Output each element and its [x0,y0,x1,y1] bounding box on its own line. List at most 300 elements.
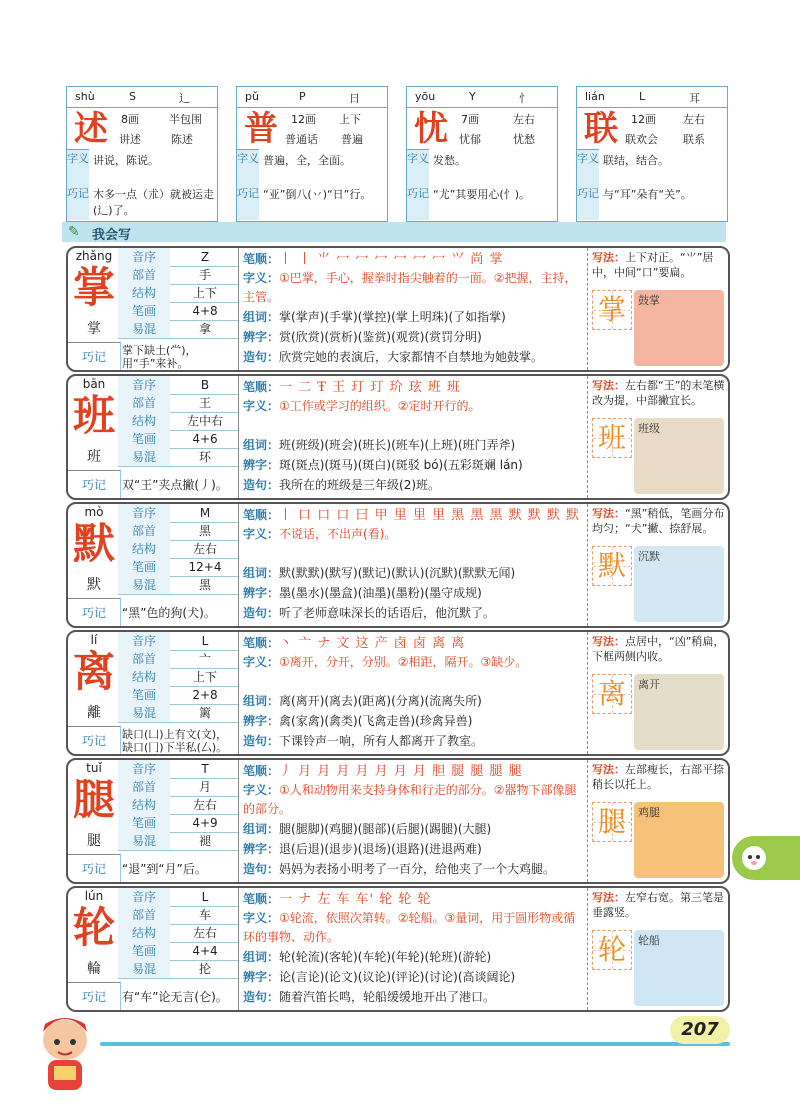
card-cells [625,107,727,149]
attr-grid [118,760,238,856]
attr-label: 部首 [118,394,170,412]
char-traditional: 掌 [87,321,101,337]
card-tip-label: 巧记 [577,185,599,220]
card-radical: 日 [349,92,360,105]
line-label: 辨字： [243,714,280,728]
attr-row-order [118,888,238,907]
stroke-order-line [243,250,585,269]
line-label: 造句： [243,990,280,1004]
words-text: 掌(掌声)(手掌)(掌控)(掌上明珠)(了如指掌) [279,310,506,324]
attr-grid [118,632,238,728]
char-entry [66,246,730,372]
char-traditional: 默 [87,577,101,593]
distinguish-line [243,840,585,859]
attr-value: L [201,634,209,648]
line-label: 造句： [243,478,280,492]
attr-label: 笔画 [118,686,170,704]
char-main: 离 [72,647,115,696]
card-meaning: 联结，结合。 [603,154,669,167]
card-char: 普 [244,109,278,149]
tianzige-box [592,674,632,714]
section-title: 我会写 [92,228,132,243]
card-pinyin: lián [585,90,605,103]
stroke-order-line [243,890,585,909]
sentence-line [243,348,585,367]
attr-label: 易混 [118,704,170,722]
attr-row-order [118,248,238,267]
distinguish-text: 墨(墨水)(墨盒)(油墨)(墨粉)(墨守成规) [279,586,482,600]
attr-value: 篱 [198,706,211,720]
char-pinyin: mò [84,505,104,519]
char-main: 轮 [72,903,115,952]
char-main: 默 [72,519,115,568]
char-traditional: 腿 [87,833,101,849]
card-tip: “尤”其要用心(忄)。 [433,188,530,201]
attr-label: 笔画 [118,302,170,320]
attr-grid [118,376,238,472]
words-text: 轮(轮流)(客轮)(车轮)(年轮)(轮班)(游轮) [279,950,492,964]
words-line [243,820,585,839]
tip-label: 巧记 [68,726,121,755]
stroke-order: 一 ナ 左 车 车' 轮 轮 轮 [279,892,432,907]
attr-label: 笔画 [118,814,170,832]
attr-label: 结构 [118,924,170,942]
meaning-text: ①轮流，依照次第转。②轮船。③量词，用于圆形物或循环的事物、动作。 [243,911,576,944]
line-label: 笔顺： [243,380,280,394]
meaning-text: ①工作或学习的组织。②定时开行的。 [279,399,481,413]
stroke-order-line [243,378,585,397]
attr-label: 音序 [118,248,170,266]
card-meaning-label: 字义 [67,149,89,186]
writing-method [592,890,726,920]
attr-label: 结构 [118,284,170,302]
distinguish-text: 论(言论)(论文)(议论)(评论)(讨论)(高谈阔论) [279,970,516,984]
attr-label: 笔画 [118,942,170,960]
top-cards [66,86,726,220]
distinguish-text: 斑(斑点)(斑马)(斑白)(斑驳 bó)(五彩斑斓 lán) [279,458,523,472]
char-traditional: 離 [87,705,101,721]
char-entry [66,502,730,628]
card-radical: 辶 [179,92,190,105]
card-meaning: 发愁。 [433,154,466,167]
char-info-column [68,504,239,626]
writing-method [592,506,726,536]
card-pinyin: yōu [415,90,436,103]
line-label: 字义： [243,783,280,797]
attr-value: L [201,890,209,904]
attr-label: 易混 [118,320,170,338]
line-label: 辨字： [243,458,280,472]
distinguish-line [243,456,585,475]
tip-label: 巧记 [68,854,121,883]
line-label: 写法： [592,635,625,648]
attr-value: 左右 [192,798,217,812]
line-label: 笔顺： [243,764,280,778]
attr-value: 褪 [198,834,211,848]
writing-column [588,248,728,370]
line-label: 笔顺： [243,508,280,522]
attr-row-order [118,760,238,779]
card-structure: 半包围 [169,113,202,126]
card-word1: 联欢会 [625,133,658,146]
line-label: 笔顺： [243,636,280,650]
char-info-column [68,888,239,1010]
attr-value: 左右 [192,542,217,556]
words-text: 班(班级)(班会)(班长)(班车)(上班)(班门弄斧) [279,438,516,452]
tianzige-char: 默 [597,549,626,582]
char-detail-column [239,504,588,626]
card-word1: 忧郁 [459,133,481,146]
attr-value: 黑 [198,524,211,538]
line-label: 辨字： [243,970,280,984]
attr-value: 车 [198,908,211,922]
meaning-line [243,909,585,947]
line-label: 写法： [592,763,625,776]
line-label: 组词： [243,438,280,452]
line-label: 笔顺： [243,892,280,906]
distinguish-line [243,968,585,987]
card-meaning-label: 字义 [407,149,429,186]
line-label: 辨字： [243,842,280,856]
attr-row-strokes [118,686,238,705]
card-meaning-label: 字义 [577,149,599,186]
line-label: 写法： [592,891,625,904]
meaning-text: ①巴掌，手心，握拳时指尖触着的一面。②把握，主持，主管。 [243,271,577,304]
card-pinyin: shù [75,90,95,103]
writing-method [592,378,726,408]
attr-label: 易混 [118,832,170,850]
words-text: 离(离开)(离去)(距离)(分离)(流离失所) [279,694,482,708]
attr-row-order [118,504,238,523]
stroke-order: 丶 亠 ナ 文 这 产 卤 卤 离 离 [279,636,466,651]
char-pinyin: tuǐ [86,761,102,775]
writing-column [588,376,728,498]
attr-row-radical [118,266,238,285]
words-line [243,436,585,455]
line-label: 写法： [592,379,625,392]
writing-method [592,250,726,280]
line-label: 字义： [243,911,280,925]
attr-label: 易混 [118,448,170,466]
sentence-line [243,476,585,495]
attr-row-strokes [118,302,238,321]
stroke-order-line [243,506,585,525]
distinguish-text: 赏(欣赏)(赏析)(鉴赏)(观赏)(赏罚分明) [279,330,482,344]
distinguish-line [243,328,585,347]
line-label: 字义： [243,527,280,541]
char-main: 掌 [72,263,115,312]
side-tab [732,836,800,880]
stroke-order-line [243,634,585,653]
card-letter: Y [469,90,476,103]
attr-row-radical [118,394,238,413]
attr-row-structure [118,284,238,303]
card-word1: 普通话 [285,133,318,146]
card-cells [115,107,217,149]
char-pinyin: bān [82,377,106,391]
card-tip-label: 巧记 [237,185,259,220]
attr-label: 部首 [118,522,170,540]
tip-label: 巧记 [68,470,121,499]
line-label: 写法： [592,507,625,520]
card-strokes: 12画 [291,113,316,126]
method-text: 上下对正。“⺌”居中，中间“口”要扁。 [592,251,714,279]
attr-value: 月 [198,780,211,794]
card-word2: 陈述 [171,133,193,146]
attr-value: 环 [198,450,211,464]
stroke-order-line [243,762,585,781]
tip-text: 掌下缺土(龸)，用“手”来补。 [122,344,197,370]
tip-label: 巧记 [68,982,121,1011]
line-label: 造句： [243,350,280,364]
char-detail-column [239,632,588,754]
attr-row-confuse [118,320,238,339]
tianzige-char: 轮 [597,933,626,966]
attr-label: 音序 [118,760,170,778]
attr-row-radical [118,650,238,669]
attr-grid [118,888,238,984]
card-strokes: 12画 [631,113,656,126]
attr-row-strokes [118,430,238,449]
attr-row-strokes [118,814,238,833]
attr-row-strokes [118,558,238,577]
sentence-line [243,604,585,623]
card-strokes: 8画 [121,113,139,126]
words-text: 默(默默)(默写)(默记)(默认)(沉默)(默默无闻) [279,566,516,580]
char-info-column [68,376,239,498]
tip-label: 巧记 [68,342,121,371]
card-structure: 上下 [339,113,361,126]
attr-row-structure [118,668,238,687]
distinguish-text: 禽(家禽)(禽类)(飞禽走兽)(珍禽异兽) [279,714,473,728]
card-cells [455,107,557,149]
attr-label: 部首 [118,906,170,924]
meaning-line [243,781,585,819]
illustration-label: 离开 [638,678,660,691]
card-letter: P [299,90,306,103]
line-label: 造句： [243,734,280,748]
section-header [62,222,726,242]
char-entry [66,374,730,500]
tianzige-box [592,290,632,330]
card-char: 述 [74,109,108,149]
meaning-line [243,397,585,435]
tip-label: 巧记 [68,598,121,627]
line-label: 辨字： [243,586,280,600]
attr-value: 拿 [198,322,211,336]
attr-value: T [201,762,209,776]
char-pinyin: zhǎng [75,249,113,263]
attr-label: 笔画 [118,430,170,448]
char-card-lian [576,86,728,222]
method-text: 左窄右宽。第三笔是垂露竖。 [592,891,724,919]
pencil-icon: ✎ [68,224,80,240]
line-label: 组词： [243,566,280,580]
words-line [243,308,585,327]
attr-label: 易混 [118,576,170,594]
line-label: 辨字： [243,330,280,344]
attr-value: 左右 [192,926,217,940]
writing-column [588,888,728,1010]
meaning-line [243,653,585,691]
attr-row-confuse [118,576,238,595]
line-label: 字义： [243,271,280,285]
sentence-text: 下课铃声一响，所有人都离开了教室。 [279,734,484,748]
attr-value: 2+8 [192,688,218,702]
meaning-line [243,525,585,563]
char-entry [66,886,730,1012]
char-card-pu [236,86,388,222]
card-tip-label: 巧记 [67,185,89,220]
stroke-order: 丿 月 月 月 月 月 月 月 胆 腿 腿 腿 腿 [279,764,523,779]
attr-value: 抡 [198,962,211,976]
distinguish-line [243,712,585,731]
stroke-order: 丨 口 口 口 曰 甲 里 里 里 黑 黑 黑 默 默 默 默 [279,508,581,523]
method-text: “黑”稍低，笔画分布均匀；“犬”撇、捺舒展。 [592,507,725,535]
char-detail-column [239,760,588,882]
attr-label: 部首 [118,266,170,284]
card-tip: 木多一点（朮）就被运走(辶)了。 [93,188,214,217]
char-traditional: 輪 [87,961,101,977]
attr-value: M [199,506,211,520]
line-label: 造句： [243,862,280,876]
tip-text: 缺口(凵)上有文(文)，缺口(冂)下半私(厶)。 [122,728,228,754]
line-label: 字义： [243,655,280,669]
sentence-text: 欣赏完她的表演后，大家都情不自禁地为她鼓掌。 [279,350,544,364]
attr-value: 王 [198,396,211,410]
card-header [577,87,727,108]
attr-value: B [200,378,210,392]
card-meaning: 讲说，陈说。 [93,154,159,167]
char-card-you [406,86,558,222]
method-text: 左部瘦长，右部平捺稍长以托上。 [592,763,724,791]
attr-row-structure [118,412,238,431]
char-info-column [68,632,239,754]
attr-label: 音序 [118,632,170,650]
attr-label: 结构 [118,540,170,558]
char-pinyin: lí [90,633,98,647]
card-letter: S [129,90,136,103]
attr-label: 音序 [118,504,170,522]
card-radical: 耳 [689,92,700,105]
writing-method [592,634,726,664]
line-label: 造句： [243,606,280,620]
words-line [243,564,585,583]
attr-grid [118,504,238,600]
line-label: 组词： [243,310,280,324]
meaning-text: ①离开，分开，分别。②相距，隔开。③缺少。 [279,655,528,669]
tip-text: 双“王”夹点撇(丿)。 [122,478,228,492]
tianzige-char: 班 [597,421,626,454]
card-structure: 左右 [513,113,535,126]
attr-value: 4+6 [192,432,218,446]
tianzige-char: 掌 [597,293,626,326]
attr-value: 手 [198,268,211,282]
char-detail-column [239,248,588,370]
char-detail-column [239,888,588,1010]
mascot-icon [30,1010,100,1100]
char-entry [66,758,730,884]
char-info-column [68,248,239,370]
card-header [67,87,217,108]
tip-text: “退”到“月”后。 [122,862,207,876]
card-cells [285,107,387,149]
tip-text: 有“车”论无言(仑)。 [122,990,228,1004]
meaning-text: 不说话，不出声(看)。 [279,527,397,541]
attr-label: 部首 [118,650,170,668]
char-main: 腿 [72,775,115,824]
attr-value: 上下 [192,286,217,300]
sentence-line [243,988,585,1007]
attr-row-structure [118,924,238,943]
char-card-shu [66,86,218,222]
attr-label: 结构 [118,668,170,686]
char-detail-column [239,376,588,498]
attr-row-radical [118,522,238,541]
char-entry [66,630,730,756]
meaning-line [243,269,585,307]
meaning-text: ①人和动物用来支持身体和行走的部分。②器物下部像腿的部分。 [243,783,577,816]
attr-grid [118,248,238,344]
attr-row-structure [118,796,238,815]
attr-label: 音序 [118,376,170,394]
attr-value: 亠 [198,652,211,666]
distinguish-text: 退(后退)(退步)(退场)(退路)(进退两难) [279,842,482,856]
card-pinyin: pǔ [245,90,259,103]
attr-label: 笔画 [118,558,170,576]
card-word2: 联系 [683,133,705,146]
card-char: 忧 [414,109,448,149]
char-pinyin: lún [84,889,104,903]
sentence-text: 随着汽笛长鸣，轮船缓缓地开出了港口。 [279,990,496,1004]
sheep-icon [732,836,800,880]
attr-row-confuse [118,832,238,851]
writing-method [592,762,726,792]
illustration-label: 鼓掌 [638,294,660,307]
writing-column [588,632,728,754]
attr-row-radical [118,906,238,925]
tianzige-char: 离 [597,677,626,710]
distinguish-line [243,584,585,603]
attr-value: 4+8 [192,304,218,318]
sentence-text: 听了老师意味深长的话语后，他沉默了。 [279,606,496,620]
char-info-column [68,760,239,882]
card-header [237,87,387,108]
attr-row-confuse [118,704,238,723]
card-meaning: 普遍，全，全面。 [263,154,351,167]
stroke-order: 丨 丨 ⺌ 冖 冖 冖 冖 冖 冖 ⺍ 尚 掌 [279,252,504,267]
tianzige-box [592,418,632,458]
card-word2: 普遍 [341,133,363,146]
attr-row-order [118,632,238,651]
line-label: 组词： [243,950,280,964]
page-number: 207 [670,1016,730,1044]
attr-value: 12+4 [188,560,222,574]
attr-label: 部首 [118,778,170,796]
line-label: 写法： [592,251,625,264]
card-char: 联 [584,109,618,149]
sentence-line [243,860,585,879]
sentence-text: 妈妈为表扬小明考了一百分，给他夹了一个大鸡腿。 [279,862,556,876]
attr-label: 易混 [118,960,170,978]
sentence-text: 我所在的班级是三年级(2)班。 [279,478,441,492]
words-line [243,692,585,711]
attr-value: 左中右 [186,414,223,428]
card-word2: 忧愁 [513,133,535,146]
attr-value: 黑 [198,578,211,592]
words-line [243,948,585,967]
card-header [407,87,557,108]
